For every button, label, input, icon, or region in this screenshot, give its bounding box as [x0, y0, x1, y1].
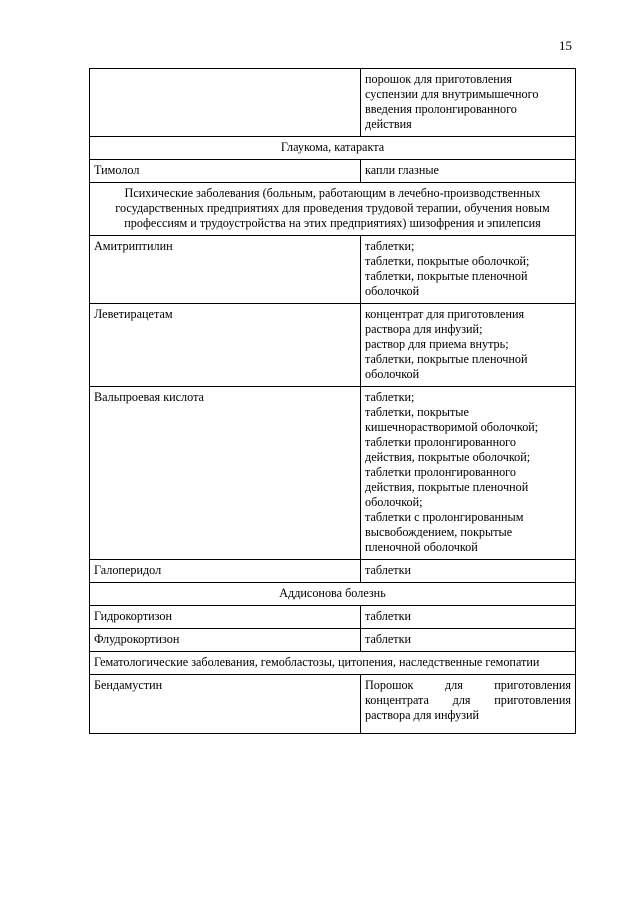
dosage-form-line: действия, покрытые оболочкой; [365, 450, 531, 464]
dosage-form-cell [361, 160, 576, 183]
dosage-form-line: капли глазные [365, 163, 439, 177]
table-row [90, 387, 576, 560]
dosage-form-line: таблетки; [365, 390, 415, 404]
dosage-form-line: таблетки с пролонгированным [365, 510, 524, 524]
table-row [90, 69, 576, 137]
section-heading-line: профессиям и трудоустройства на этих предприятиях) шизофрения и эпилепсия [124, 216, 541, 230]
drug-name-cell: Амитриптилин [90, 236, 361, 304]
section-heading-line: Психические заболевания (больным, работающим в лечебно-производственных [124, 186, 541, 200]
table-row [90, 606, 576, 629]
dosage-form-line: раствора для инфузий [365, 708, 480, 722]
dosage-form-line: оболочкой [365, 367, 420, 381]
table-row [90, 160, 576, 183]
dosage-form-line: Порошок для приготовления [365, 678, 571, 692]
drug-name-cell: Галоперидол [90, 560, 361, 583]
dosage-form-line: таблетки, покрытые пленочной [365, 269, 528, 283]
page-number: 15 [559, 38, 572, 53]
dosage-form-line: таблетки [365, 563, 412, 577]
dosage-form-line: таблетки [365, 609, 412, 623]
dosage-form-line: оболочкой; [365, 495, 423, 509]
dosage-form-cell [361, 304, 576, 387]
section-heading-addison: Аддисонова болезнь [90, 583, 576, 606]
section-row [90, 137, 576, 160]
dosage-form-line: высвобождением, покрытые [365, 525, 513, 539]
table-row [90, 560, 576, 583]
drug-name-cell: Флудрокортизон [90, 629, 361, 652]
dosage-form-line: раствора для инфузий; [365, 322, 483, 336]
dosage-form-line: порошок для приготовления [365, 72, 512, 86]
section-row [90, 583, 576, 606]
section-heading-line: государственных предприятиях для проведения трудовой терапии, обучения новым [115, 201, 550, 215]
dosage-form-line: действия [365, 117, 412, 131]
table-row [90, 629, 576, 652]
table-row [90, 304, 576, 387]
dosage-form-cell [361, 675, 576, 734]
drug-name-cell: Тимолол [90, 160, 361, 183]
drug-name-cell: Бендамустин [90, 675, 361, 734]
dosage-form-line: концентрата для приготовления [365, 693, 571, 707]
dosage-form-line: кишечнорастворимой оболочкой; [365, 420, 539, 434]
dosage-form-line: таблетки; [365, 239, 415, 253]
dosage-form-line: пленочной оболочкой [365, 540, 478, 554]
drug-name-cell: Вальпроевая кислота [90, 387, 361, 560]
drug-name-cell: Гидрокортизон [90, 606, 361, 629]
dosage-form-cell [361, 606, 576, 629]
dosage-form-line: таблетки, покрытые пленочной [365, 352, 528, 366]
section-row [90, 652, 576, 675]
dosage-form-line: концентрат для приготовления [365, 307, 525, 321]
dosage-form-line: введения пролонгированного [365, 102, 517, 116]
dosage-form-cell [361, 69, 576, 137]
section-row [90, 183, 576, 236]
dosage-form-cell [361, 387, 576, 560]
section-heading-hematology: Гематологические заболевания, гемобластозы, цитопения, наследственные гемопатии [90, 652, 576, 675]
drug-name-cell [90, 69, 361, 137]
dosage-form-line: таблетки [365, 632, 412, 646]
dosage-form-line: суспензии для внутримышечного [365, 87, 539, 101]
table-row [90, 675, 576, 734]
dosage-form-line: действия, покрытые пленочной [365, 480, 529, 494]
drug-name-cell: Леветирацетам [90, 304, 361, 387]
dosage-form-cell [361, 560, 576, 583]
dosage-form-cell [361, 236, 576, 304]
dosage-form-line: таблетки, покрытые оболочкой; [365, 254, 530, 268]
dosage-form-line: таблетки пролонгированного [365, 465, 516, 479]
table-row [90, 236, 576, 304]
dosage-form-line: раствор для приема внутрь; [365, 337, 509, 351]
drug-table [89, 68, 576, 734]
dosage-form-line: оболочкой [365, 284, 420, 298]
section-heading-mental-disorders [90, 183, 576, 236]
dosage-form-line: таблетки пролонгированного [365, 435, 516, 449]
dosage-form-cell [361, 629, 576, 652]
dosage-form-line: таблетки, покрытые [365, 405, 469, 419]
section-heading-glaucoma: Глаукома, катаракта [90, 137, 576, 160]
